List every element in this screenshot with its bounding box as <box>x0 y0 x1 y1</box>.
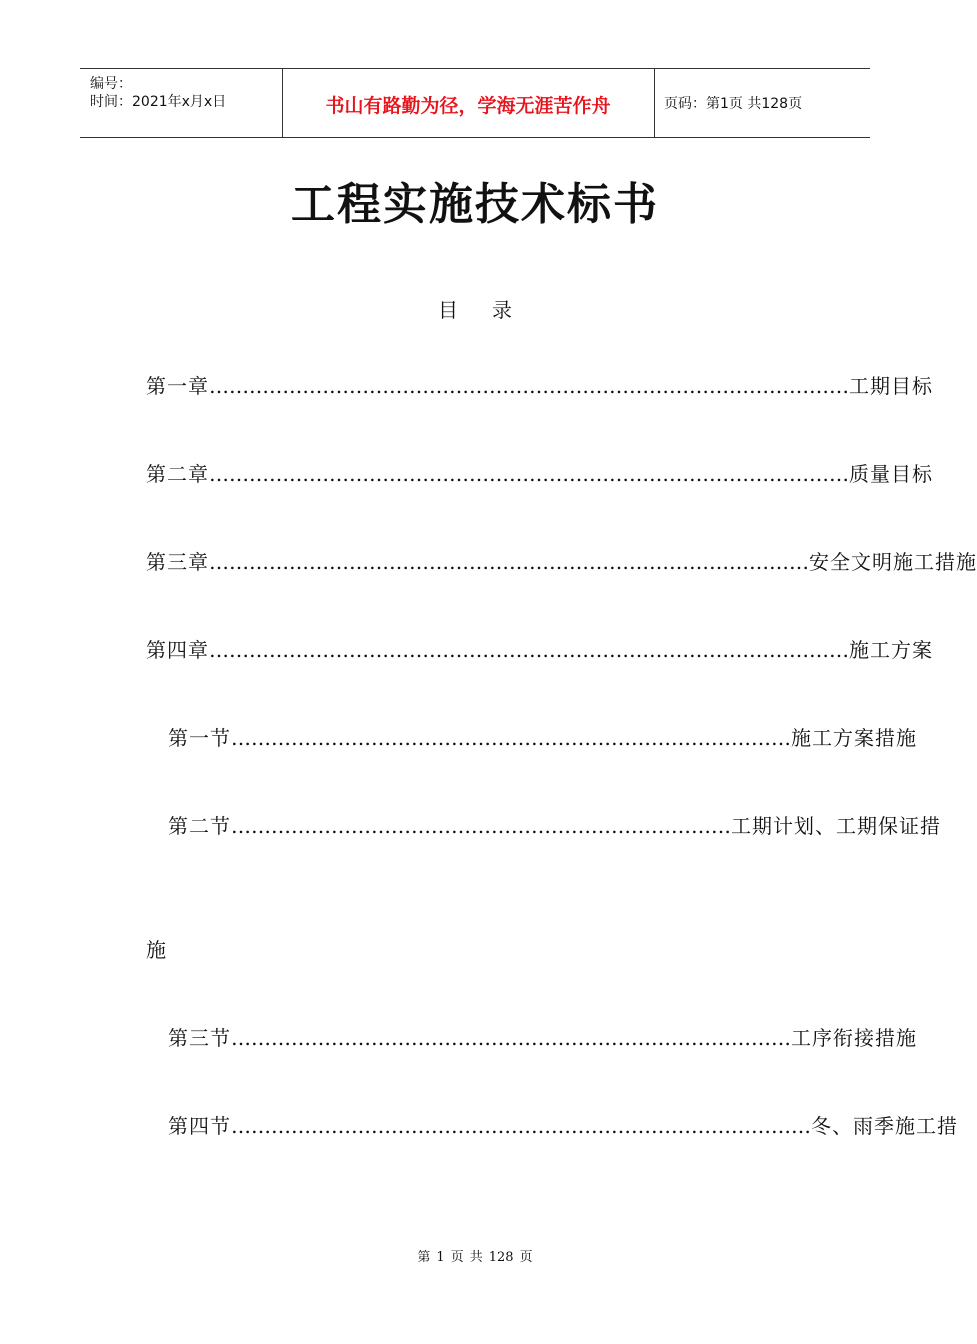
toc-entry-label: 第四节 <box>168 1114 231 1138</box>
toc-entry-target: 施工方案 <box>849 638 933 662</box>
toc-entry-target: 冬、雨季施工措 <box>811 1114 958 1138</box>
footer-text: 页 <box>450 1250 464 1265</box>
toc-entry-chapter-1[interactable] <box>146 370 933 399</box>
toc-entry-leader: …………………………………………………………………………………… <box>209 462 849 486</box>
toc-entry-leader: …………………………………………………………………………………… <box>209 638 849 662</box>
toc-entry-section-3[interactable] <box>168 1022 917 1051</box>
header-page-cell <box>655 69 870 137</box>
toc-entry-label: 第二章 <box>146 462 209 486</box>
toc-entry-target: 安全文明施工措施 <box>809 550 977 574</box>
toc-entry-target: 质量目标 <box>849 462 933 486</box>
toc-entry-target: 施 <box>146 938 167 962</box>
toc-heading: 目录 <box>438 298 546 322</box>
document-time-label: 时间：2021年x月x日 <box>90 94 227 110</box>
footer-text: 第 <box>417 1250 431 1265</box>
header-table <box>80 68 870 138</box>
toc-entry-chapter-3[interactable] <box>146 546 977 575</box>
toc-entry-label: 第二节 <box>168 814 231 838</box>
toc-entry-leader: ………………………………………………………………… <box>231 814 731 838</box>
toc-entry-label: 第一节 <box>168 726 231 750</box>
footer-page-number: 1 <box>436 1250 445 1265</box>
toc-entry-label: 第一章 <box>146 374 209 398</box>
toc-entry-leader: ……………………………………………………………………………… <box>209 550 809 574</box>
toc-entry-target: 工期目标 <box>849 374 933 398</box>
toc-entry-leader: …………………………………………………………………………… <box>231 1114 811 1138</box>
header-motto-cell <box>282 69 655 137</box>
toc-entry-target: 施工方案措施 <box>791 726 917 750</box>
header-page-label: 页码：第1页 共128页 <box>664 96 803 112</box>
toc-entry-section-1[interactable] <box>168 722 917 751</box>
toc-entry-chapter-2[interactable] <box>146 458 933 487</box>
toc-entry-leader: ………………………………………………………………………… <box>231 726 791 750</box>
footer-total-pages: 128 <box>488 1250 514 1265</box>
toc-entry-label: 第四章 <box>146 638 209 662</box>
toc-entry-label: 第三节 <box>168 1026 231 1050</box>
toc-entry-leader: ………………………………………………………………………… <box>231 1026 791 1050</box>
document-number-label: 编号： <box>90 76 132 92</box>
toc-entry-leader: …………………………………………………………………………………… <box>209 374 849 398</box>
document-title: 工程实施技术标书 <box>291 179 659 230</box>
footer-text: 共 <box>469 1250 483 1265</box>
toc-entry-section-2[interactable] <box>168 810 941 839</box>
header-info-cell <box>80 69 283 137</box>
toc-entry-section-2-wrap <box>146 934 167 963</box>
toc-entry-chapter-4[interactable] <box>146 634 933 663</box>
toc-entry-target: 工期计划、工期保证措 <box>731 814 941 838</box>
toc-entry-label: 第三章 <box>146 550 209 574</box>
toc-entry-target: 工序衔接措施 <box>791 1026 917 1050</box>
page-footer <box>0 1246 950 1265</box>
footer-text: 页 <box>519 1250 533 1265</box>
toc-entry-section-4[interactable] <box>168 1110 958 1139</box>
header-motto: 书山有路勤为径，学海无涯苦作舟 <box>325 95 611 117</box>
